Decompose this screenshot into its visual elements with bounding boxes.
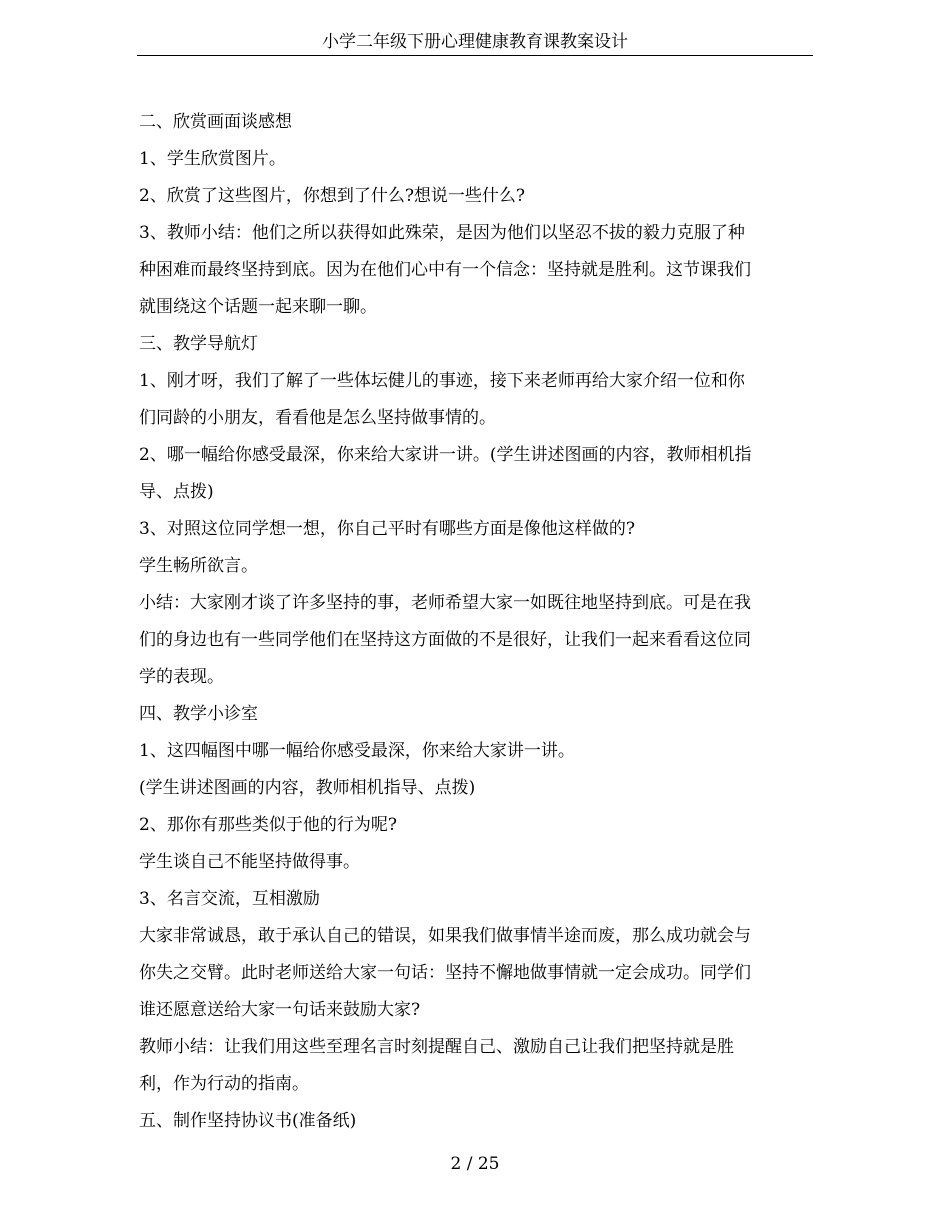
body-line: 3、名言交流，互相激励	[139, 889, 320, 909]
header-divider	[137, 55, 813, 56]
body-line: 种困难而最终坚持到底。因为在他们心中有一个信念：坚持就是胜利。这节课我们	[139, 260, 751, 280]
document-body	[139, 104, 815, 1140]
body-line: 1、刚才呀，我们了解了一些体坛健儿的事迹，接下来老师再给大家介绍一位和你	[139, 371, 745, 391]
body-line: 2、欣赏了这些图片，你想到了什么?想说一些什么?	[139, 186, 526, 206]
body-line: 导、点拨)	[139, 482, 214, 502]
body-line: 利，作为行动的指南。	[139, 1074, 309, 1094]
body-line: 3、对照这位同学想一想，你自己平时有哪些方面是像他这样做的?	[139, 519, 635, 539]
body-line: 大家非常诚恳，敢于承认自己的错误，如果我们做事情半途而废，那么成功就会与	[139, 926, 751, 946]
body-line: 教师小结：让我们用这些至理名言时刻提醒自己、激励自己让我们把坚持就是胜	[139, 1037, 734, 1057]
body-line: 2、哪一幅给你感受最深，你来给大家讲一讲。(学生讲述图画的内容，教师相机指	[139, 445, 752, 465]
page-header-title: 小学二年级下册心理健康教育课教案设计	[322, 32, 628, 52]
body-line: 1、这四幅图中哪一幅给你感受最深，你来给大家讲一讲。	[139, 741, 575, 761]
body-line: 学生谈自己不能坚持做得事。	[139, 852, 360, 872]
body-line: 谁还愿意送给大家一句话来鼓励大家?	[139, 1000, 421, 1020]
body-line: 小结：大家刚才谈了许多坚持的事，老师希望大家一如既往地坚持到底。可是在我	[139, 593, 751, 613]
page-number: 2 / 25	[450, 1154, 500, 1174]
body-line: 2、那你有那些类似于他的行为呢?	[139, 815, 397, 835]
body-line: 学生畅所欲言。	[139, 556, 258, 576]
section-heading-2: 二、欣赏画面谈感想	[139, 112, 292, 132]
body-line: 就围绕这个话题一起来聊一聊。	[139, 297, 377, 317]
body-line: 学的表现。	[139, 667, 224, 687]
body-line: (学生讲述图画的内容，教师相机指导、点拨)	[139, 778, 476, 798]
body-line: 你失之交臂。此时老师送给大家一句话：坚持不懈地做事情就一定会成功。同学们	[139, 963, 751, 983]
section-heading-3: 三、教学导航灯	[139, 334, 258, 354]
body-line: 们同龄的小朋友，看看他是怎么坚持做事情的。	[139, 408, 496, 428]
section-heading-5: 五、制作坚持协议书(准备纸)	[139, 1111, 357, 1131]
body-line: 们的身边也有一些同学他们在坚持这方面做的不是很好，让我们一起来看看这位同	[139, 630, 751, 650]
body-line: 3、教师小结：他们之所以获得如此殊荣，是因为他们以坚忍不拔的毅力克服了种	[139, 223, 745, 243]
body-line: 1、学生欣赏图片。	[139, 149, 286, 169]
section-heading-4: 四、教学小诊室	[139, 704, 258, 724]
